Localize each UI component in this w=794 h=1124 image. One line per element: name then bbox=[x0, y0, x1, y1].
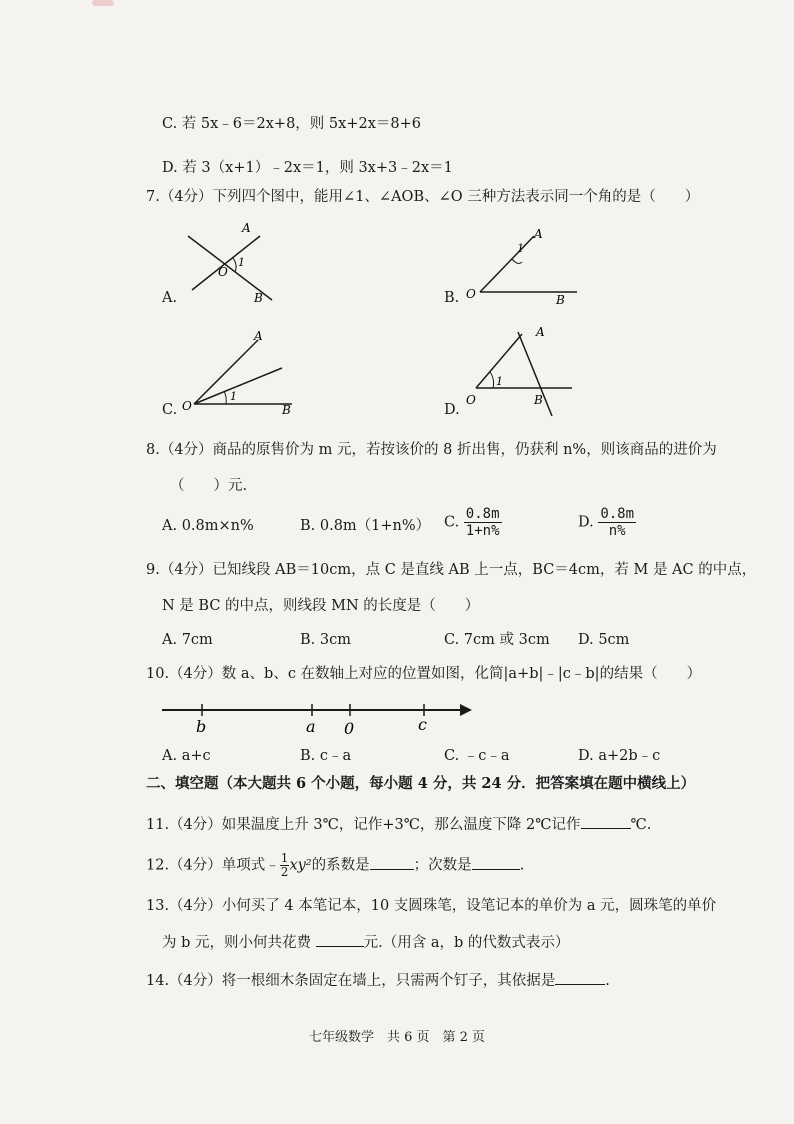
q7a-angle-1: 1 bbox=[238, 256, 245, 269]
q12-degree-text: ；次数是 bbox=[413, 857, 472, 874]
q9-option-b: B. 3cm bbox=[300, 632, 351, 648]
q7-stem: 7.（4分）下列四个图中，能用∠1、∠AOB、∠O 三种方法表示同一个角的是（ ） bbox=[146, 189, 700, 205]
q8-option-d-denominator: n% bbox=[608, 523, 626, 539]
axis-label-c: c bbox=[418, 715, 427, 734]
q7-option-d-label: D. bbox=[444, 402, 460, 418]
q8-option-c-prefix: C. bbox=[444, 514, 460, 531]
q13-stem-line1: 13.（4分）小何买了 4 本笔记本，10 支圆珠笔，设笔记本的单价为 a 元，圆珠笔的单价 bbox=[146, 898, 717, 914]
q10-option-d: D. a+2b﹣c bbox=[578, 748, 661, 764]
q7-figure-d bbox=[462, 322, 592, 422]
q14-text: 14.（4分）将一根细木条固定在墙上，只需两个钉子，其依据是 bbox=[146, 973, 556, 989]
q13-end: 元.（用含 a，b 的代数式表示） bbox=[363, 935, 570, 951]
q6-option-c: C. 若 5x﹣6＝2x+8，则 5x+2x＝8+6 bbox=[162, 116, 421, 132]
q7-figure-c bbox=[180, 328, 300, 418]
q12-end: . bbox=[519, 857, 525, 874]
q8-option-a: A. 0.8m×n% bbox=[162, 518, 254, 534]
q7a-point-a: A bbox=[242, 221, 251, 235]
q9-stem-line1: 9.（4分）已知线段 AB＝10cm，点 C 是直线 AB 上一点，BC＝4cm，若 M 是 AC 的中点， bbox=[146, 562, 757, 578]
q14-answer-blank[interactable] bbox=[555, 970, 605, 985]
q8-option-c-denominator: 1+n% bbox=[465, 523, 500, 539]
axis-label-zero: 0 bbox=[344, 719, 355, 736]
ink-mark bbox=[92, 0, 114, 6]
q12-degree-blank[interactable] bbox=[472, 855, 520, 870]
q8-option-d-fraction bbox=[598, 506, 636, 539]
axis-label-a: a bbox=[306, 717, 316, 736]
q12-coefficient-text: 的系数是 bbox=[311, 857, 370, 874]
q11-answer-blank[interactable] bbox=[581, 814, 631, 829]
q7c-point-b: B bbox=[282, 403, 291, 417]
q7-figure-b bbox=[462, 222, 582, 307]
q14 bbox=[146, 970, 610, 991]
q7d-point-o: O bbox=[466, 393, 476, 407]
q9-option-d: D. 5cm bbox=[578, 632, 630, 648]
q9-option-a: A. 7cm bbox=[162, 632, 213, 648]
q8-stem-line2: （ ）元. bbox=[170, 478, 248, 494]
q8-stem-line1: 8.（4分）商品的原售价为 m 元，若按该价的 8 折出售，仍获利 n%，则该商品的进价为 bbox=[146, 442, 717, 458]
q8-option-b: B. 0.8m（1+n%） bbox=[300, 518, 431, 534]
q7b-point-o: O bbox=[466, 287, 476, 301]
q7-figure-a bbox=[180, 218, 290, 308]
q7-option-c-label: C. bbox=[162, 402, 178, 418]
q11 bbox=[146, 814, 651, 835]
q7d-angle-1: 1 bbox=[496, 375, 503, 388]
q7c-point-o: O bbox=[182, 399, 192, 413]
q8-option-d-prefix: D. bbox=[578, 514, 594, 531]
q8-option-c-numerator: 0.8m bbox=[465, 506, 500, 522]
q10-stem: 10.（4分）数 a、b、c 在数轴上对应的位置如图，化简|a+b|﹣|c﹣b|的结果（ ） bbox=[146, 666, 702, 682]
q7c-angle-1: 1 bbox=[230, 390, 237, 403]
q8-option-c bbox=[444, 506, 502, 539]
q7d-point-b: B bbox=[534, 393, 543, 407]
q12-fraction-denominator: 2 bbox=[280, 865, 289, 879]
q7b-point-b: B bbox=[556, 293, 565, 307]
q14-end: . bbox=[605, 973, 610, 989]
q12-text: 12.（4分）单项式﹣ bbox=[146, 857, 280, 874]
q8-option-c-fraction bbox=[464, 506, 502, 539]
axis-label-b: b bbox=[196, 717, 207, 736]
q9-stem-line2: N 是 BC 的中点，则线段 MN 的长度是（ ） bbox=[162, 598, 480, 614]
q10-option-c: C. ﹣c﹣a bbox=[444, 748, 510, 764]
q11-unit: ℃. bbox=[630, 817, 652, 833]
q13-text: 为 b 元，则小何共花费 bbox=[162, 935, 311, 951]
q8-option-d-numerator: 0.8m bbox=[600, 506, 635, 522]
q10-option-b: B. c﹣a bbox=[300, 748, 352, 764]
q11-text: 11.（4分）如果温度上升 3℃，记作+3℃，那么温度下降 2℃记作 bbox=[146, 817, 581, 833]
q12-coefficient-blank[interactable] bbox=[370, 855, 414, 870]
page-footer: 七年级数学 共 6 页 第 2 页 bbox=[308, 1030, 486, 1045]
q9-option-c: C. 7cm 或 3cm bbox=[444, 632, 550, 648]
q7b-angle-1: 1 bbox=[517, 242, 524, 255]
q8-option-d bbox=[578, 506, 636, 539]
q7-option-b-label: B. bbox=[444, 290, 460, 306]
q12-fraction bbox=[280, 852, 290, 879]
q12-monomial: xy² bbox=[289, 857, 312, 874]
q7c-point-a: A bbox=[254, 329, 263, 343]
q7a-point-o: O bbox=[218, 265, 228, 279]
q12 bbox=[146, 852, 524, 879]
section-2-heading: 二、填空题（本大题共 6 个小题，每小题 4 分，共 24 分．把答案填在题中横线上） bbox=[146, 775, 696, 792]
q12-fraction-numerator: 1 bbox=[280, 851, 289, 865]
q7d-point-a: A bbox=[536, 325, 545, 339]
q7b-point-a: A bbox=[534, 227, 543, 241]
q7a-point-b: B bbox=[254, 291, 263, 305]
q10-number-line bbox=[158, 692, 478, 736]
q10-option-a: A. a+c bbox=[162, 748, 211, 764]
q13-answer-blank[interactable] bbox=[316, 932, 364, 947]
q13-stem-line2 bbox=[162, 932, 569, 953]
q6-option-d: D. 若 3（x+1）﹣2x＝1，则 3x+3﹣2x＝1 bbox=[162, 160, 453, 176]
q7-option-a-label: A. bbox=[162, 290, 178, 306]
